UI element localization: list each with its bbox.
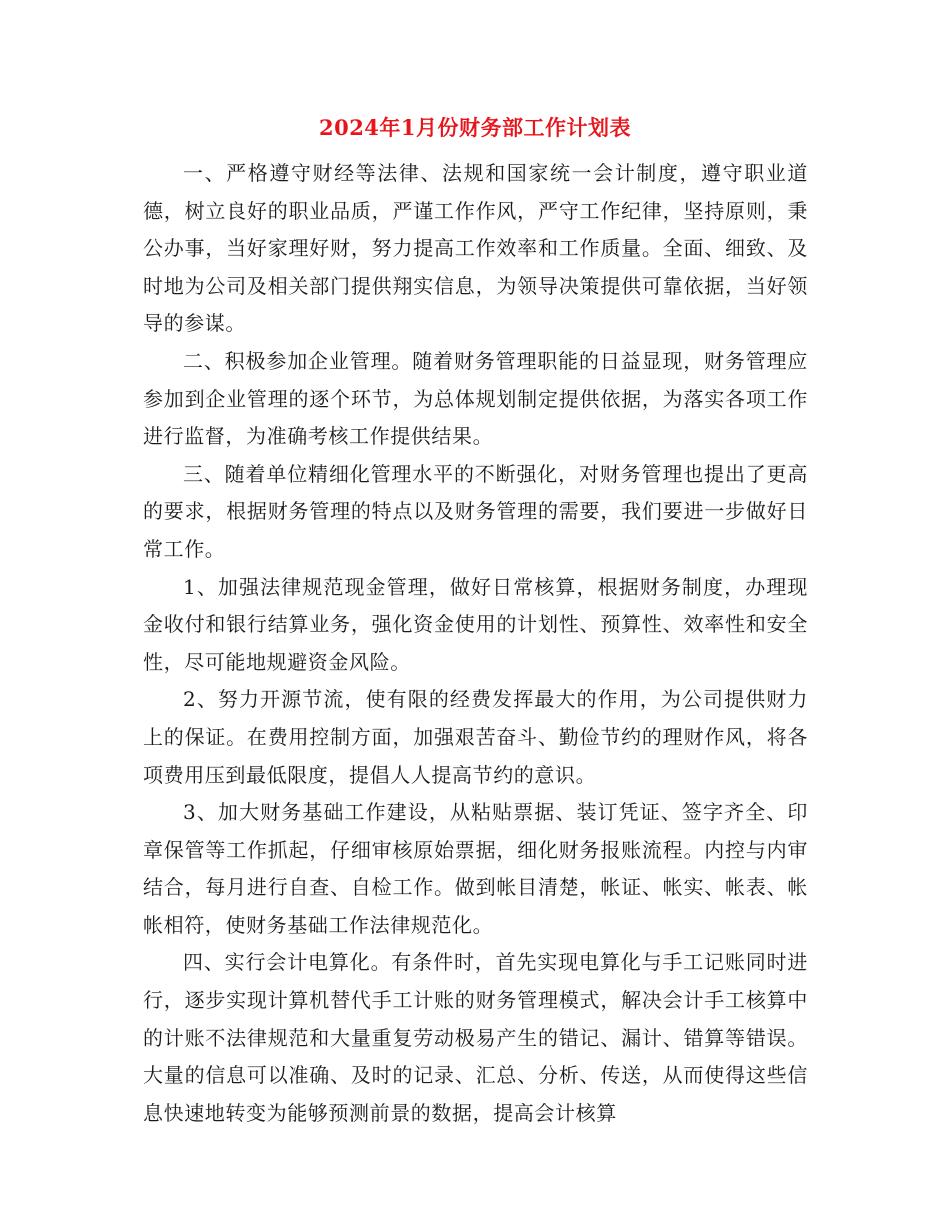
paragraph-4: 1、加强法律规范现金管理，做好日常核算，根据财务制度，办理现金收付和银行结算业务，强化资金使用的计划性、预算性、效率性和安全性，尽可能地规避资金风险。 bbox=[143, 574, 808, 674]
paragraph-7: 四、实行会计电算化。有条件时，首先实现电算化与手工记账同时进行，逐步实现计算机替代手工计账的财务管理模式，解决会计手工核算中的计账不法律规范和大量重复劳动极易产生的错记、漏计、错算等错误。大量的信息可以准确、及时的记录、汇总、分析、传送，从而使得这些信息快速地转变为能够预测前景的数据，提高会计核算 bbox=[143, 950, 808, 1125]
paragraph-2: 二、积极参加企业管理。随着财务管理职能的日益显现，财务管理应参加到企业管理的逐个环节，为总体规划制定提供依据，为落实各项工作进行监督，为准确考核工作提供结果。 bbox=[143, 348, 808, 449]
paragraph-6: 3、加大财务基础工作建设，从粘贴票据、装订凭证、签字齐全、印章保管等工作抓起，仔细审核原始票据，细化财务报账流程。内控与内审结合，每月进行自查、自检工作。做到帐目清楚，帐证、帐实、帐表、帐帐相符，使财务基础工作法律规范化。 bbox=[143, 800, 808, 937]
paragraph-1: 一、严格遵守财经等法律、法规和国家统一会计制度，遵守职业道德，树立良好的职业品质，严谨工作作风，严守工作纪律，坚持原则，秉公办事，当好家理好财，努力提高工作效率和工作质量。全面、细致、及时地为公司及相关部门提供翔实信息，为领导决策提供可靠依据，当好领导的参谋。 bbox=[143, 161, 808, 336]
document-title: 2024年1月份财务部工作计划表 bbox=[318, 115, 632, 140]
document-body bbox=[143, 155, 808, 1132]
paragraph-5: 2、努力开源节流，使有限的经费发挥最大的作用，为公司提供财力上的保证。在费用控制方面，加强艰苦奋斗、勤俭节约的理财作风，将各项费用压到最低限度，提倡人人提高节约的意识。 bbox=[143, 687, 808, 787]
paragraph-3: 三、随着单位精细化管理水平的不断强化，对财务管理也提出了更高的要求，根据财务管理的特点以及财务管理的需要，我们要进一步做好日常工作。 bbox=[143, 461, 808, 561]
